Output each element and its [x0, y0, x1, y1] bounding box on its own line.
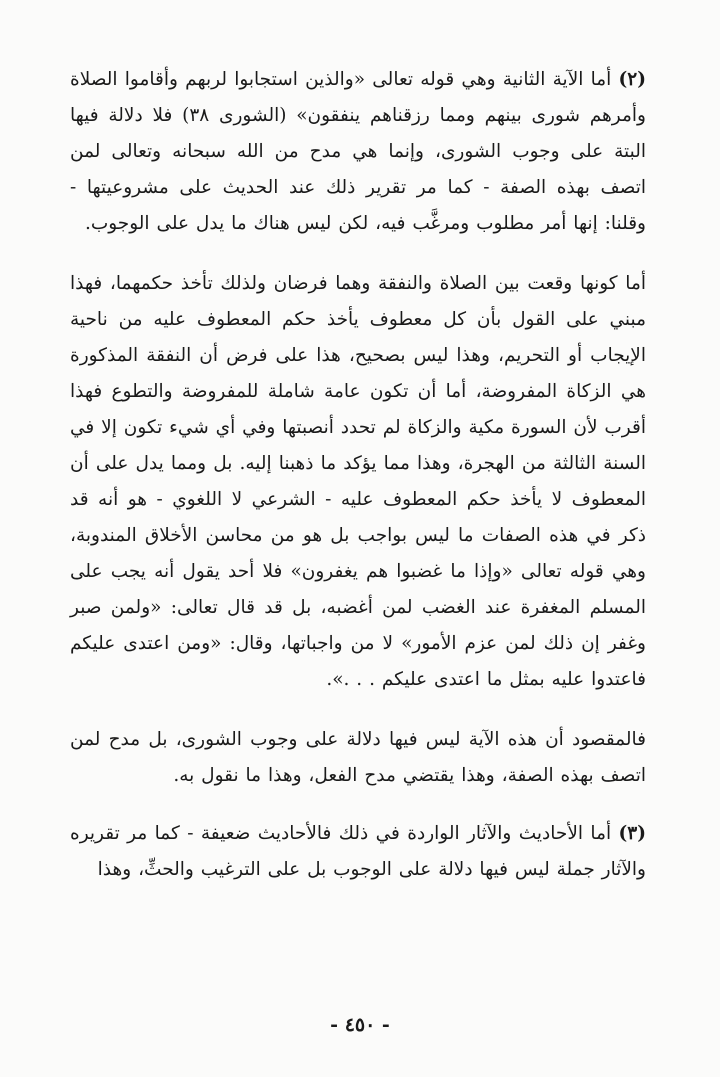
paragraph-conjunction-argument [70, 266, 646, 698]
paragraph-spacer [70, 698, 646, 722]
paragraph-text: أما كونها وقعت بين الصلاة والنفقة وهما فرضان ولذلك تأخذ حكمهما، فهذا مبني على القول بأن كل معطوف يأخذ حكم المعطوف عليه من ناحية الإيجاب أو التحريم، وهذا ليس بصحيح، هذا على فرض أن النفقة المذكورة هي الزكاة المفروضة، أما أن تكون عامة شاملة للمفروضة والتطوع فهذا أقرب لأن السورة مكية والزكاة لم تحدد أنصبتها وفي أي شيء تكون إلا في السنة الثالثة من الهجرة، وهذا مما يؤكد ما ذهبنا إليه. بل ومما يدل على أن المعطوف لا يأخذ حكم المعطوف عليه - الشرعي لا اللغوي - هو أنه قد ذكر في هذه الصفات ما ليس بواجب بل هو من محاسن الأخلاق المندوبة، وهي قوله تعالى «وإذا ما غضبوا هم يغفرون» فلا أحد يقول أنه يجب على المسلم المغفرة عند الغضب لمن أغضبه، بل قد قال تعالى: «ولمن صبر وغفر إن ذلك لمن عزم الأمور» لا من واجباتها، وقال: «ومن اعتدى عليكم فاعتدوا عليه بمثل ما اعتدى عليكم . . .». [70, 273, 646, 690]
page-number: - ٤٥٠ - [330, 1014, 390, 1036]
paragraph-point-2 [70, 62, 646, 242]
paragraph-text: أما الآية الثانية وهي قوله تعالى «والذين استجابوا لربهم وأقاموا الصلاة وأمرهم شورى بينهم ومما رزقناهم ينفقون» (الشورى ٣٨) فلا دلالة فيها البتة على وجوب الشورى، وإنما هي مدح من الله سبحانه وتعالى لمن اتصف بهذه الصفة - كما مر تقرير ذلك عند الحديث على مشروعيتها - وقلنا: إنها أمر مطلوب ومرغَّب فيه، لكن ليس هناك ما يدل على الوجوب. [70, 69, 646, 234]
paragraph-number: (٣) [618, 823, 646, 844]
paragraph-conclusion [70, 722, 646, 794]
paragraph-text: أما الأحاديث والآثار الواردة في ذلك فالأحاديث ضعيفة - كما مر تقريره والآثار جملة ليس فيها دلالة على الوجوب بل على الترغيب والحثِّ، وهذا [70, 823, 646, 880]
paragraph-point-3 [70, 816, 646, 888]
paragraph-text: فالمقصود أن هذه الآية ليس فيها دلالة على وجوب الشورى، بل مدح لمن اتصف بهذه الصفة، وهذا يقتضي مدح الفعل، وهذا ما نقول به. [70, 729, 646, 786]
paragraph-spacer [70, 242, 646, 266]
paragraph-number: (٢) [618, 69, 646, 90]
paragraph-spacer [70, 794, 646, 816]
